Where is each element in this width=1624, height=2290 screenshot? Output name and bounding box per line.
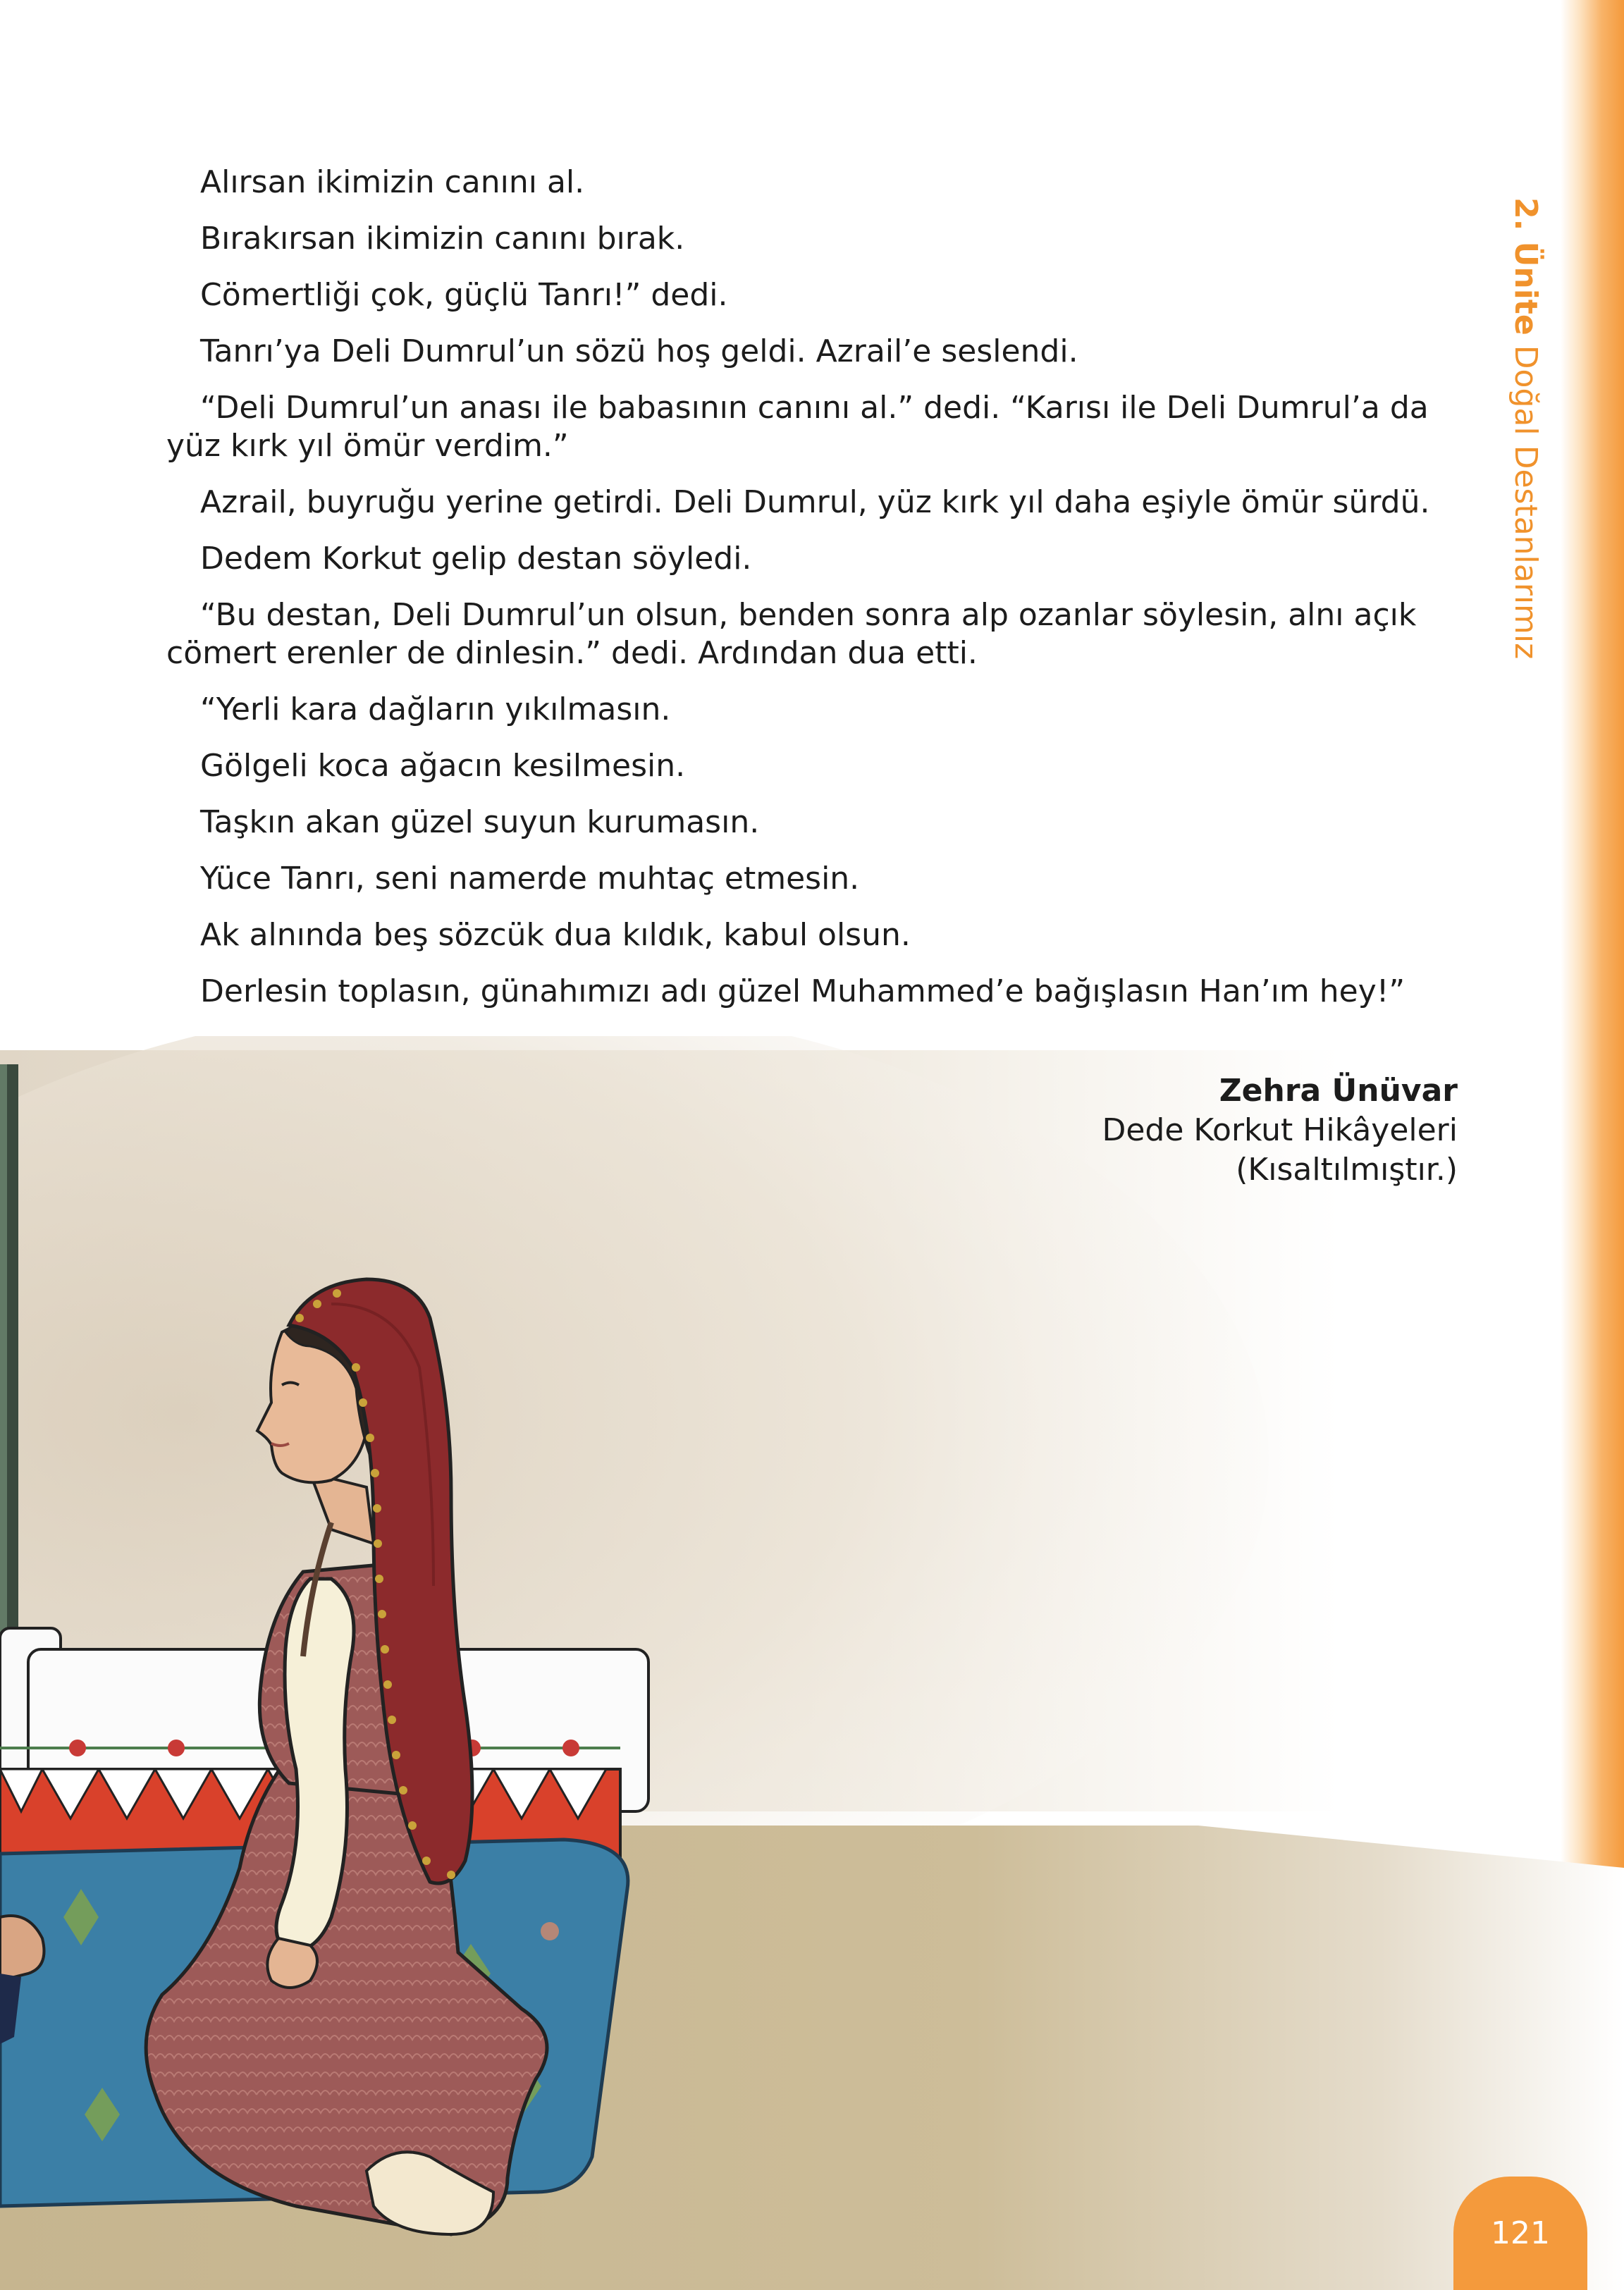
- paragraph: Alırsan ikimizin canını al.: [200, 164, 585, 200]
- paragraph: Derlesin toplasın, günahımızı adı güzel Muhammed’e bağışlasın Han’ım hey!”: [200, 973, 1405, 1009]
- paragraph: “Deli Dumrul’un anası ile babasının canını al.” dedi. “Karısı ile Deli Dumrul’a da yüz kırk yıl ömür verdim.”: [166, 390, 1429, 464]
- paragraph: Ak alnında beş sözcük dua kıldık, kabul olsun.: [200, 917, 911, 953]
- paragraph: Yüce Tanrı, seni namerde muhtaç etmesin.: [200, 861, 860, 897]
- paragraph: Dedem Korkut gelip destan söyledi.: [200, 541, 752, 577]
- paragraph: “Yerli kara dağların yıkılmasın.: [200, 691, 671, 727]
- attribution: [1102, 1071, 1458, 1190]
- unit-title: [1508, 197, 1544, 659]
- unit-name: Doğal Destanlarımız: [1508, 345, 1544, 660]
- paragraph: “Bu destan, Deli Dumrul’un olsun, benden sonra alp ozanlar söylesin, alnı açık cömert erenler de dinlesin.” dedi. Ardından dua etti.: [166, 597, 1417, 671]
- paragraph: Azrail, buyruğu yerine getirdi. Deli Dumrul, yüz kırk yıl daha eşiyle ömür sürdü.: [200, 484, 1430, 520]
- paragraph: Taşkın akan güzel suyun kurumasın.: [200, 804, 760, 840]
- page-number: 121: [1453, 2177, 1587, 2290]
- window-frame-highlight: [0, 1064, 7, 1642]
- story-text: [166, 164, 1460, 1029]
- paragraph: Gölgeli koca ağacın kesilmesin.: [200, 748, 686, 784]
- author: Zehra Ünüvar: [1219, 1073, 1458, 1109]
- source-title: Dede Korkut Hikâyeleri: [1102, 1112, 1458, 1148]
- unit-number: 2. Ünite: [1508, 197, 1544, 336]
- paragraph: Bırakırsan ikimizin canını bırak.: [200, 221, 685, 257]
- illustration: [0, 1036, 1624, 2290]
- woman-hand: [267, 1938, 317, 1988]
- paragraph: Cömertliği çok, güçlü Tanrı!” dedi.: [200, 277, 728, 313]
- abridged-note: (Kısaltılmıştır.): [1236, 1152, 1458, 1188]
- paragraph: Tanrı’ya Deli Dumrul’un sözü hoş geldi. Azrail’e seslendi.: [200, 333, 1078, 369]
